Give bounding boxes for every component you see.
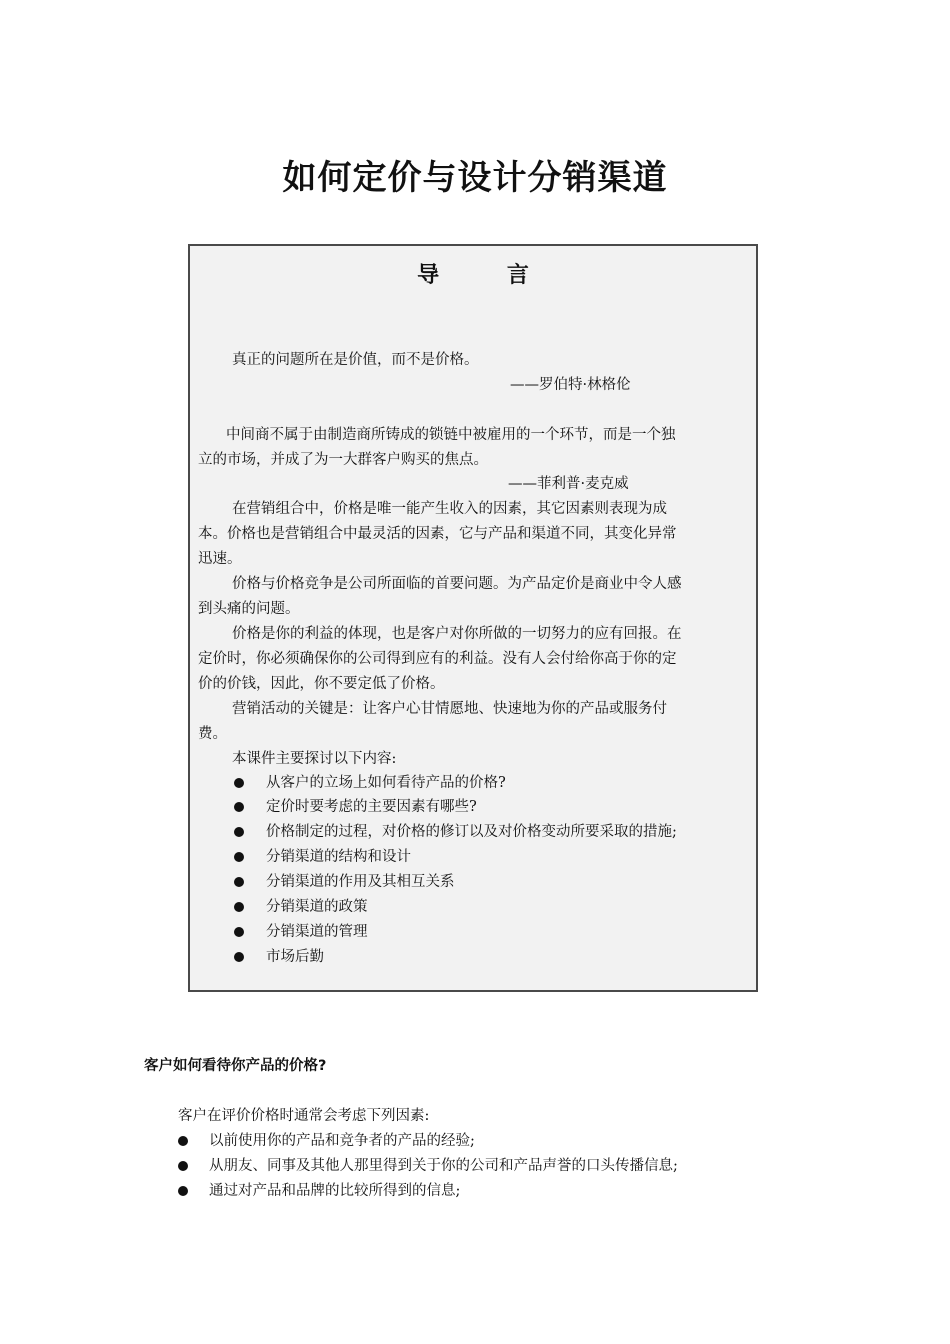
factor-item-1: 以前使用你的产品和竞争者的产品的经验; [209, 1133, 475, 1149]
quote-2-line-1: 中间商不属于由制造商所铸成的锁链中被雇用的一个环节，而是一个独 [226, 427, 676, 443]
para-2-line-1: 价格与价格竞争是公司所面临的首要问题。为产品定价是商业中令人感 [232, 576, 682, 592]
topic-item-7: 分销渠道的管理 [266, 924, 368, 940]
intro-heading: 导 言 [417, 263, 559, 288]
factor-item-3: 通过对产品和品牌的比较所得到的信息; [209, 1183, 461, 1199]
bullet-icon [178, 1136, 188, 1146]
bullet-icon [234, 852, 244, 862]
topic-item-6: 分销渠道的政策 [266, 899, 368, 915]
topic-item-1: 从客户的立场上如何看待产品的价格? [266, 775, 506, 791]
para-3-line-3: 价的价钱，因此，你不要定低了价格。 [198, 676, 445, 692]
quote-2-author: ——菲利普·麦克威 [508, 476, 629, 492]
bullet-icon [234, 802, 244, 812]
quote-1-text: 真正的问题所在是价值，而不是价格。 [232, 352, 479, 368]
quote-1-author: ——罗伯特·林格伦 [510, 377, 631, 393]
bullet-icon [234, 877, 244, 887]
para-2-line-2: 到头痛的问题。 [198, 601, 300, 617]
para-1-line-3: 迅速。 [198, 551, 242, 567]
topic-item-3: 价格制定的过程，对价格的修订以及对价格变动所要采取的措施; [266, 824, 677, 840]
para-4-line-2: 费。 [198, 726, 227, 742]
para-3-line-2: 定价时，你必须确保你的公司得到应有的利益。没有人会付给你高于你的定 [198, 651, 677, 667]
page-title: 如何定价与设计分销渠道 [282, 158, 668, 198]
para-1-line-2: 本。价格也是营销组合中最灵活的因素，它与产品和渠道不同，其变化异常 [198, 526, 677, 542]
topic-item-8: 市场后勤 [266, 949, 324, 965]
bullet-icon [178, 1186, 188, 1196]
bullet-icon [234, 827, 244, 837]
bullet-icon [234, 952, 244, 962]
list-intro: 本课件主要探讨以下内容: [232, 751, 397, 767]
topic-item-2: 定价时要考虑的主要因素有哪些? [266, 799, 477, 815]
bullet-icon [234, 778, 244, 788]
bullet-icon [234, 927, 244, 937]
para-1-line-1: 在营销组合中，价格是唯一能产生收入的因素，其它因素则表现为成 [232, 501, 667, 517]
para-4-line-1: 营销活动的关键是：让客户心甘情愿地、快速地为你的产品或服务付 [232, 701, 667, 717]
section-heading: 客户如何看待你产品的价格? [144, 1058, 327, 1074]
bullet-icon [234, 902, 244, 912]
topic-item-5: 分销渠道的作用及其相互关系 [266, 874, 455, 890]
quote-2-line-2: 立的市场，并成了为一大群客户购买的焦点。 [198, 452, 488, 468]
topic-item-4: 分销渠道的结构和设计 [266, 849, 411, 865]
bullet-icon [178, 1161, 188, 1171]
para-3-line-1: 价格是你的利益的体现，也是客户对你所做的一切努力的应有回报。在 [232, 626, 682, 642]
factor-item-2: 从朋友、同事及其他人那里得到关于你的公司和产品声誉的口头传播信息; [209, 1158, 678, 1174]
section-intro: 客户在评价价格时通常会考虑下列因素: [178, 1108, 430, 1124]
